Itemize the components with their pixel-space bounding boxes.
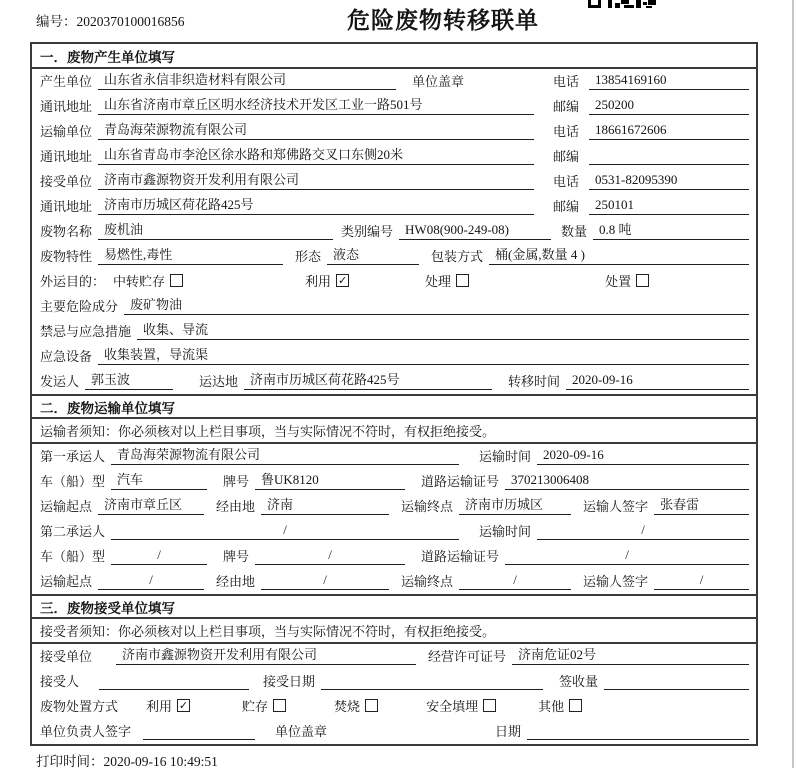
route-start-value: 济南市章丘区 — [98, 494, 204, 515]
serial-label: 编号： — [36, 14, 77, 29]
route-via-value: / — [261, 572, 389, 590]
row-accept-person — [32, 669, 756, 694]
checkbox-disposal-incinerate — [365, 699, 378, 712]
responsible-signature-label: 单位负责人签字 — [40, 724, 132, 739]
accept-person-label: 接受人 — [40, 674, 80, 689]
accept-date-value — [321, 673, 543, 690]
option-label: 处理 — [425, 274, 452, 289]
row-producer — [32, 69, 756, 94]
row-emergency-equipment — [32, 344, 756, 369]
transport-time-label: 运输时间 — [479, 524, 532, 539]
seal-label: 单位盖章 — [412, 74, 465, 89]
option-treat — [425, 271, 469, 290]
print-time-label: 打印时间： — [36, 754, 104, 769]
transport-address-value: 山东省青岛市李沧区徐水路和郑佛路交叉口东侧20米 — [98, 144, 534, 165]
option-label: 安全填埋 — [426, 699, 479, 714]
address-label: 通讯地址 — [40, 149, 93, 164]
row-emergency-measures — [32, 319, 756, 344]
waste-name-label: 废物名称 — [40, 224, 93, 239]
row-accept-unit — [32, 644, 756, 669]
plate-label: 牌号 — [223, 549, 250, 564]
emergency-measures-value: 收集、导流 — [137, 319, 749, 340]
waste-name-value: 废机油 — [98, 219, 333, 240]
destination-label: 运达地 — [199, 374, 239, 389]
receiver-zip-value: 250101 — [589, 197, 749, 215]
waste-code-value: HW08(900-249-08) — [399, 222, 551, 240]
route-end-label: 运输终点 — [401, 499, 454, 514]
route-end-value: 济南市历城区 — [459, 494, 571, 515]
row-transport-address — [32, 144, 756, 169]
plate-value: 鲁UK8120 — [255, 469, 405, 490]
vehicle-type-value: / — [111, 547, 207, 565]
accept-unit-label: 接受单位 — [40, 649, 93, 664]
first-carrier-value: 青岛海荣源物流有限公司 — [111, 444, 459, 465]
route-start-label: 运输起点 — [40, 574, 93, 589]
route-start-label: 运输起点 — [40, 499, 93, 514]
producer-name-value: 山东省永信非织造材料有限公司 — [98, 69, 396, 90]
row-receiver-unit — [32, 169, 756, 194]
option-label: 中转贮存 — [113, 274, 166, 289]
vehicle-type-label: 车（船）型 — [40, 474, 106, 489]
row-disposal-method — [32, 694, 756, 719]
hazard-components-value: 废矿物油 — [124, 294, 749, 315]
form-value: 液态 — [327, 244, 419, 265]
zip-label: 邮编 — [552, 149, 579, 164]
dispatcher-value: 郭玉波 — [85, 369, 173, 390]
waste-traits-label: 废物特性 — [40, 249, 93, 264]
disposal-method-label: 废物处置方式 — [40, 699, 119, 714]
row-transport-unit — [32, 119, 756, 144]
road-license-value: / — [505, 547, 749, 565]
second-carrier-value: / — [111, 522, 459, 540]
waste-traits-value: 易燃性,毒性 — [98, 244, 283, 265]
option-storage — [242, 696, 286, 715]
option-label: 其他 — [538, 699, 565, 714]
destination-value: 济南市历城区荷花路425号 — [244, 369, 492, 390]
row-waste-name — [32, 219, 756, 244]
receiver-address-value: 济南市历城区荷花路425号 — [98, 194, 534, 215]
row-vehicle-2 — [32, 544, 756, 569]
transport-unit-label: 运输单位 — [40, 124, 93, 139]
option-utilize — [305, 271, 349, 290]
row-outbound-purpose — [32, 269, 756, 294]
producer-address-value: 山东省济南市章丘区明水经济技术开发区工业一路501号 — [98, 94, 534, 115]
checkbox-disposal-landfill — [483, 699, 496, 712]
row-first-carrier — [32, 444, 756, 469]
date-label: 日期 — [495, 724, 522, 739]
option-utilize — [146, 696, 190, 715]
checkbox-disposal-other — [569, 699, 582, 712]
quantity-label: 数量 — [561, 224, 588, 239]
page-title: 危险废物转移联单 — [347, 7, 539, 33]
page-edge-divider — [792, 0, 794, 768]
phone-label: 电话 — [552, 174, 579, 189]
route-end-value: / — [459, 572, 571, 590]
date-value — [527, 723, 749, 740]
packaging-label: 包装方式 — [431, 249, 484, 264]
row-dispatch — [32, 369, 756, 394]
accept-unit-value: 济南市鑫源物资开发利用有限公司 — [116, 644, 416, 665]
route-via-value: 济南 — [261, 494, 389, 515]
zip-label: 邮编 — [552, 199, 579, 214]
receiver-unit-value: 济南市鑫源物资开发利用有限公司 — [98, 169, 534, 190]
phone-label: 电话 — [552, 74, 579, 89]
signed-quantity-label: 签收量 — [559, 674, 599, 689]
address-label: 通讯地址 — [40, 99, 93, 114]
option-label: 贮存 — [242, 699, 269, 714]
transfer-form-table — [30, 42, 758, 746]
option-incinerate — [334, 696, 378, 715]
accept-person-value — [99, 673, 249, 690]
transport-phone-value: 18661672606 — [589, 122, 749, 140]
row-route-2 — [32, 569, 756, 594]
transfer-time-label: 转移时间 — [508, 374, 561, 389]
transport-time-value: / — [537, 522, 749, 540]
producer-phone-value: 13854169160 — [589, 72, 749, 90]
form-label: 形态 — [295, 249, 322, 264]
section3-header: 三．废物接受单位填写 — [32, 594, 756, 619]
section2-notice: 运输者须知：你必须核对以上栏目事项，当与实际情况不符时，有权拒绝接受。 — [32, 419, 756, 444]
checkbox-dispose — [636, 274, 649, 287]
row-producer-address — [32, 94, 756, 119]
row-responsible-signature — [32, 719, 756, 744]
option-landfill — [426, 696, 496, 715]
second-carrier-label: 第二承运人 — [40, 524, 106, 539]
signed-quantity-value — [604, 673, 749, 690]
option-transfer-storage — [113, 271, 183, 290]
option-label: 焚烧 — [334, 699, 361, 714]
waste-code-label: 类别编号 — [341, 224, 394, 239]
accept-date-label: 接受日期 — [263, 674, 316, 689]
receiver-phone-value: 0531-82095390 — [589, 172, 749, 190]
transport-time-value: 2020-09-16 — [537, 447, 749, 465]
row-vehicle-1 — [32, 469, 756, 494]
quantity-value: 0.8 吨 — [593, 219, 749, 240]
qr-code-fragment-icon — [588, 0, 656, 9]
row-receiver-address — [32, 194, 756, 219]
section3-notice: 接受者须知：你必须核对以上栏目事项，当与实际情况不符时，有权拒绝接受。 — [32, 619, 756, 644]
serial-number: 2020370100016856 — [76, 14, 185, 29]
option-dispose — [605, 271, 649, 290]
road-license-value: 370213006408 — [505, 472, 749, 490]
unit-seal-label: 单位盖章 — [275, 724, 328, 739]
transport-unit-value: 青岛海荣源物流有限公司 — [98, 119, 534, 140]
address-label: 通讯地址 — [40, 199, 93, 214]
route-via-label: 经由地 — [216, 574, 256, 589]
producer-label: 产生单位 — [40, 74, 93, 89]
vehicle-type-value: 汽车 — [111, 469, 207, 490]
option-label: 利用 — [305, 274, 332, 289]
first-carrier-label: 第一承运人 — [40, 449, 106, 464]
carrier-signature-value: / — [654, 572, 749, 590]
carrier-signature-label: 运输人签字 — [583, 574, 649, 589]
vehicle-type-label: 车（船）型 — [40, 549, 106, 564]
checkbox-disposal-storage — [273, 699, 286, 712]
transport-zip-value — [589, 148, 749, 165]
plate-label: 牌号 — [223, 474, 250, 489]
hazard-components-label: 主要危险成分 — [40, 299, 119, 314]
route-via-label: 经由地 — [216, 499, 256, 514]
phone-label: 电话 — [552, 124, 579, 139]
row-second-carrier — [32, 519, 756, 544]
permit-label: 经营许可证号 — [428, 649, 507, 664]
row-hazard-components — [32, 294, 756, 319]
responsible-signature-value — [143, 723, 255, 740]
print-time-value: 2020-09-16 10:49:51 — [103, 754, 218, 769]
carrier-signature-label: 运输人签字 — [583, 499, 649, 514]
dispatcher-label: 发运人 — [40, 374, 80, 389]
print-time-line — [36, 750, 218, 770]
producer-zip-value: 250200 — [589, 97, 749, 115]
emergency-equipment-label: 应急设备 — [40, 349, 93, 364]
receiver-unit-label: 接受单位 — [40, 174, 93, 189]
zip-label: 邮编 — [552, 99, 579, 114]
checkbox-utilize: ✓ — [337, 274, 348, 287]
route-start-value: / — [98, 572, 204, 590]
row-route-1 — [32, 494, 756, 519]
plate-value: / — [255, 547, 405, 565]
section1-header: 一．废物产生单位填写 — [32, 44, 756, 69]
packaging-value: 桶(金属,数量 4 ) — [489, 244, 749, 265]
option-other — [538, 696, 582, 715]
carrier-signature-value: 张春雷 — [654, 494, 749, 515]
emergency-measures-label: 禁忌与应急措施 — [40, 324, 132, 339]
option-label: 利用 — [146, 699, 173, 714]
checkbox-disposal-utilize: ✓ — [178, 699, 189, 712]
route-end-label: 运输终点 — [401, 574, 454, 589]
transfer-time-value: 2020-09-16 — [566, 372, 749, 390]
permit-value: 济南危证02号 — [512, 644, 749, 665]
section2-header: 二．废物运输单位填写 — [32, 394, 756, 419]
road-license-label: 道路运输证号 — [421, 549, 500, 564]
option-label: 处置 — [605, 274, 632, 289]
checkbox-transfer-storage — [170, 274, 183, 287]
row-waste-traits — [32, 244, 756, 269]
emergency-equipment-value: 收集装置，导流渠 — [98, 344, 749, 365]
road-license-label: 道路运输证号 — [421, 474, 500, 489]
transport-time-label: 运输时间 — [479, 449, 532, 464]
purpose-label: 外运目的： — [40, 274, 106, 289]
checkbox-treat — [456, 274, 469, 287]
